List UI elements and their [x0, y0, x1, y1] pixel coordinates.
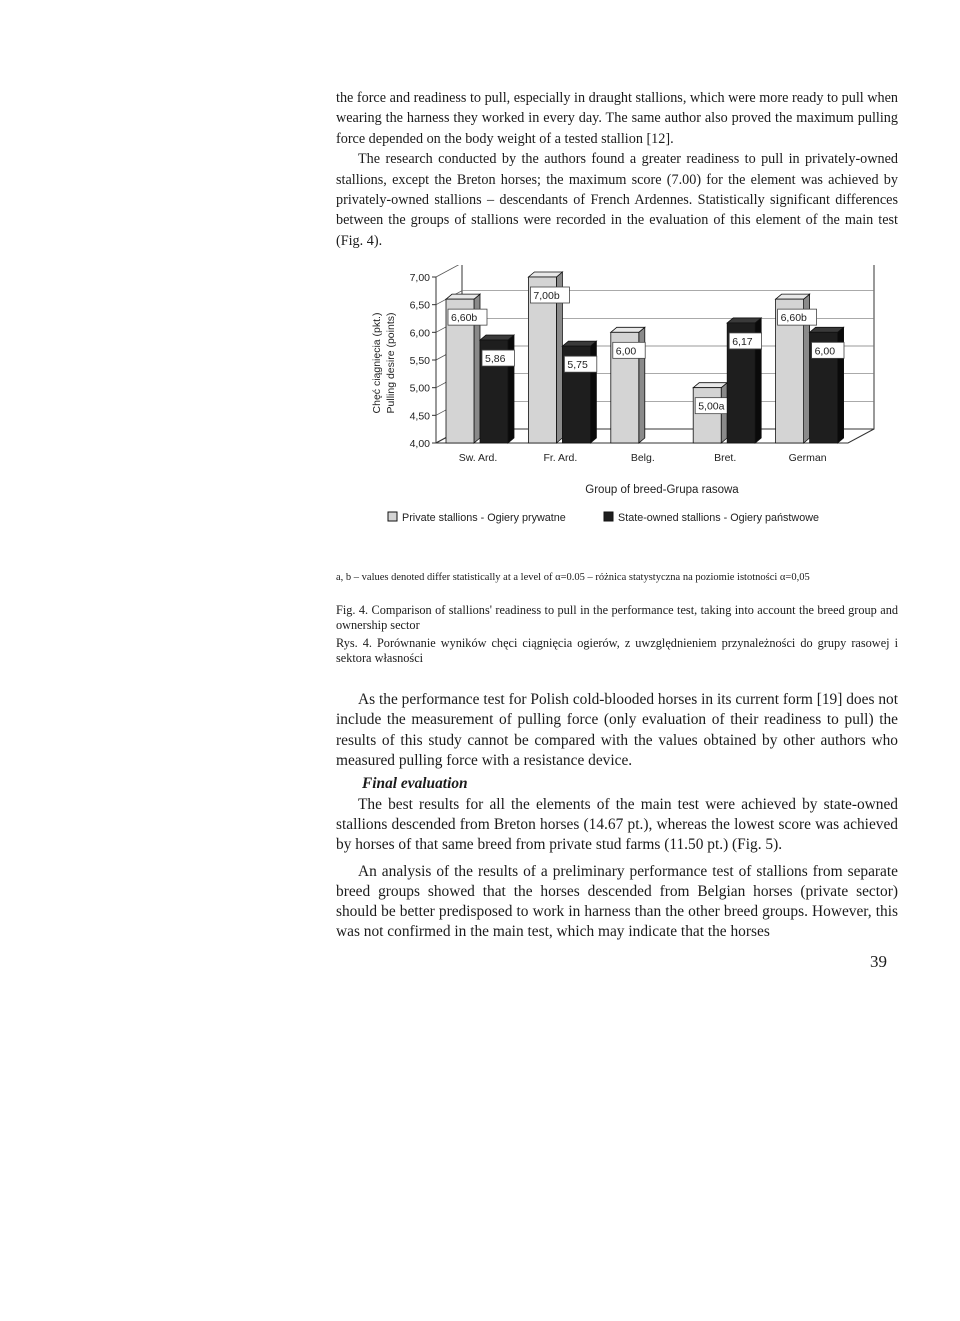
x-tick-label: Fr. Ard.	[543, 452, 578, 465]
y-tick-label: 5,00	[409, 382, 430, 395]
bar-private-top	[528, 272, 562, 277]
y-tick-label: 6,50	[409, 299, 430, 312]
legend-swatch-private	[388, 512, 397, 521]
bar-private-label: 7,00b	[533, 290, 560, 303]
bar-private-label: 5,00a	[698, 400, 725, 413]
y-tick-label: 5,50	[409, 355, 430, 368]
intro-paragraph-2: The research conducted by the authors found a greater readiness to pull in privately-owned stallions, except the Breton horses; the maximum score (7.00) for the element was achieved by privately-owned stallions – descendants of French Ardennes. Statistically significant differences between the groups of stallions were recorded in the evaluation of this element of the main test (Fig. 4).	[336, 151, 898, 249]
x-axis-title: Group of breed-Grupa rasowa	[585, 484, 739, 497]
y-tick-label: 7,00	[409, 272, 430, 285]
y-axis-title-line: Chęć ciągnięcia (pkt.)	[371, 312, 383, 414]
bar-private-label: 6,60b	[780, 312, 807, 325]
bar-private-top	[446, 294, 480, 299]
y-tick-label: 4,00	[409, 438, 430, 451]
legend-label-state: State-owned stallions - Ogiery państwowe	[618, 512, 820, 525]
page-content	[336, 88, 898, 942]
y-tick-label: 6,00	[409, 327, 430, 340]
bar-chart-svg	[336, 265, 898, 565]
page-number: 39	[870, 952, 887, 971]
section-paragraph-1: The best results for all the elements of the main test were achieved by state-owned stallions descended from Breton horses (14.67 pt.), whereas the lowest score was achieved by horses of that same breed from private stud farms (11.50 pt.) (Fig. 5).	[336, 796, 898, 854]
bar-private-label: 6,60b	[451, 312, 478, 325]
x-tick-label: Belg.	[630, 452, 655, 465]
intro-paragraph-1: the force and readiness to pull, especially in draught stallions, which were more ready to pull when wearing the harness they worked in every day. The same author also proved the maximum pulling force depended on the body weight of a tested stallion [12].	[336, 90, 898, 147]
y-tick-label: 4,50	[409, 410, 430, 423]
bar-state-label: 5,75	[567, 359, 588, 372]
bar-state-top	[562, 341, 596, 346]
footnote: a, b – values denoted differ statistically at a level of α=0.05 – różnica statystyczna na poziomie istotności α=0,05	[336, 572, 810, 584]
bar-state-top	[480, 335, 514, 340]
section-paragraph-2: An analysis of the results of a preliminary performance test of stallions from separate breed groups showed that the horses descended from Belgian horses (private sector) should be better predisposed to work in harness than the other breed groups. However, this was not confirmed in the main test, which may indicate that the horses	[336, 862, 898, 941]
legend-swatch-state	[604, 512, 613, 521]
legend-label-private: Private stallions - Ogiery prywatne	[402, 512, 566, 525]
bar-state-top	[810, 328, 844, 333]
x-tick-label: Bret.	[714, 452, 737, 465]
bar-state-label: 5,86	[485, 353, 506, 366]
body-paragraph-1: As the performance test for Polish cold-blooded horses in its current form [19] does not include the measurement of pulling force (only evaluation of their readiness to pull) the results of this study cannot be compared with the values obtained by other authors who measured pulling force with a resistance device.	[336, 691, 898, 769]
bar-private-label: 6,00	[615, 345, 637, 358]
grid-diagonal	[436, 265, 462, 277]
section-heading: Final evaluation	[362, 775, 468, 793]
bar-private-top	[776, 294, 810, 299]
y-axis-title-line: Pulling desire (points)	[385, 312, 397, 414]
bar-state-top	[727, 318, 761, 323]
x-tick-label: Sw. Ard.	[458, 452, 498, 465]
bar-state-label: 6,00	[814, 345, 836, 358]
figure-caption-en: Fig. 4. Comparison of stallions' readiness to pull in the performance test, taking into account the breed group and ownership sector	[336, 603, 898, 633]
bar-private	[693, 388, 721, 443]
bar-state-label: 6,17	[732, 336, 753, 349]
x-tick-label: German	[788, 452, 827, 465]
bar-private-top	[693, 383, 727, 388]
figure-4-chart	[336, 265, 898, 565]
bar-private-top	[611, 328, 645, 333]
figure-caption-pl: Rys. 4. Porównanie wyników chęci ciągnięcia ogierów, z uwzględnieniem przynależności do grupy rasowej i sektora własności	[336, 636, 898, 666]
